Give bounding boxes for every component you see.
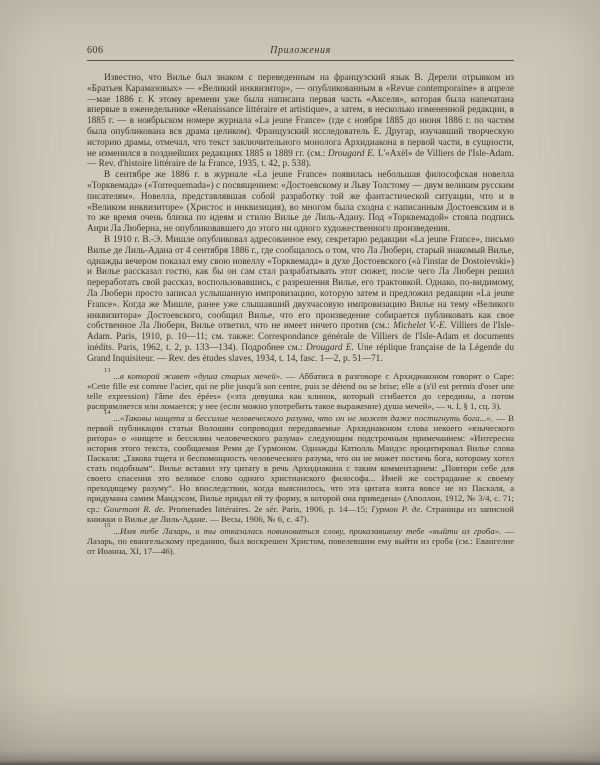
footnote-text: ...«Таковы нищета и бессилие человеческого разума, что он не может даже постигнуть бога...». — В первой публикации статьи Волошин сопроводил передаваемые Архидиаконом слова некоего «языческого ритора» о «нищете и бессилии человеческого разума» следующим подстрочным примечанием: «Интересна история этого текста, сообщаемая Реми де Гурмоном. Однажды Катюлль Мандэс процитировал Вилье слова Паскаля: „Такова тщета и беспомощность человеческого разума, что он не может постичь бога, которому хотел стать подобным“. Вилье вставил эту цитату в речь Архидиакона с таким комментарием: „Повтори себе для своего спасения это великое слово одного христианского философа... Имей же сострадание к своему преходящему разуму“. Но впоследствии, когда выяснилось, что эта цитата взята вовсе не из Паскаля, а придумана самим Мандэсом, Вилье придал ей ту форму, в которой она приведена» (Аполлон, 1912, № 3/4, с. 71; ср.: Gourmont R. de. Promenades littéraires. 2e sér. Paris, 1906, p. 14—15; Гурмон Р. де. Страницы из записной книжки о Вилье де Лиль-Адане. — Весы, 1906, № 6, с. 47). (87, 412, 514, 524)
running-head (87, 44, 514, 57)
paragraph: В сентябре же 1886 г. в журнале «La jeune France» появилась небольшая философская новелла «Торквемада» («Torrequemada») с посвящением: «Достоевскому и Льву Толстому — двум великим русским писателям». Новелла, представлявшая собой разработку той же фантастической ситуации, что и в «Великом инквизиторе» (Христос и инквизиция), во многом была сходна с написанным Достоевским и в то же время очень близка по идеям и стилю Вилье де Лиль-Адану. Под «Торквемадой» стояла подпись Анри Ла Люберна, не опубликовавшего до этого ни одного художественного произведения. (87, 170, 514, 235)
page-text-area (87, 44, 514, 556)
paragraph: Известно, что Вилье был знаком с переведенным на французский язык В. Дерели отрывком из «Братьев Карамазовых» — «Великий инквизитор», — опубликованным в «Revue contemporaine» в апреле—мае 1886 г. К этому времени уже была написана первая часть «Акселя», которая была напечатана впервые в еженедельнике «Renaissance littéraire et artistique», а затем, в несколько измененной редакции, в 1885 г. — в ноябрьском номере журнала «La jeune France» (где с ноября 1885 до июня 1886 г. по частям была опубликована вся драма целиком). Французский исследователь Е. Другар, изучавший творческую историю драмы, отмечал, что текст заключительного монолога Архидиакона в первой части, в сущности, не изменился в позднейших редакциях 1885 и 1889 гг. (см.: Drougard E. L'«Axël» de Villiers de l'Isle-Adam. — Rev. d'histoire littéraire de la France, 1935, t. 42, p. 538). (87, 73, 514, 170)
page-number: 606 (87, 45, 104, 56)
header-rule (87, 60, 514, 61)
footnote-number: 13 (104, 366, 111, 374)
footnote-number: 15 (104, 521, 111, 529)
notes-section (87, 366, 514, 556)
paragraph: В 1910 г. В.-Э. Мишле опубликовал адресованное ему, секретарю редакции «La jeune France», письмо Вилье де Лиль-Адана от 4 сентября 1886 г., где сообщалось о том, что Ла Люберн, старый знакомый Вилье, однажды вечером показал ему свою новеллу «Торквемада» в духе Достоевского («à l'instar de Dostoievski») и Вилье рассказал гостю, как бы он сам стал разрабатывать этот сюжет, после чего Ла Люберн решил переработать свой рассказ, воспользовавшись, с разрешения Вилье, его трактовкой. Однако, по-видимому, Ла Люберн просто записал услышанную импровизацию, которую затем и предложил редакции «La jeune France». Когда же Мишле, ранее уже слышавший двухчасовую импровизацию Вилье на тему «Великого инквизитора» Достоевского, сообщил Вилье, что его произведение собирается публиковать как свое собственное Ла Люберн, Вилье ответил, что не имеет ничего против (см.: Michelet V.-E. Villiers de l'Isle-Adam. Paris, 1910, p. 10—11; см. также: Correspondance générale de Villiers de l'Isle-Adam et documents inédits. Paris, 1962, t. 2, p. 133—134). Подробнее см.: Drougard E. Une réplique française de la Légende du Grand Inquisiteur. — Rev. des études slaves, 1934, t. 14, fasc. 1—2, p. 51—71. (87, 234, 515, 364)
footnote-number: 14 (104, 408, 111, 416)
footnote (87, 408, 514, 524)
running-title: Приложения (270, 45, 331, 56)
footnote-text: ...Имя тебе Лазарь, и ты отказалась повиноваться слову, приказавшему тебе «выйти из гроба». — Лазарь, по евангельскому преданию, был воскрешен Христом, повелевшим ему выйти из гроба (см.: Евангелие от Иоанна, XI, 17—46). (87, 525, 514, 556)
footnote (87, 366, 514, 411)
commentary-text (87, 73, 514, 556)
footnote-text: ...в которой живет «душа старых мечей». — Аббатиса в разговоре с Архидиаконом говорит о Саре: «Cette fille est comme l'acier, qui ne plie jusqu'à son centre, puis se détend ou se brise; elle a (s'il est permis d'oser une telle expression) l'âme des épées» («эта девушка как клинок, который сгибается до середины, а потом распрямляется или ломается; у нее (если можно употребить такое выражение) душа мечей», — ч. I, § 1, сц. 3). (87, 370, 514, 411)
footnote (87, 521, 514, 556)
